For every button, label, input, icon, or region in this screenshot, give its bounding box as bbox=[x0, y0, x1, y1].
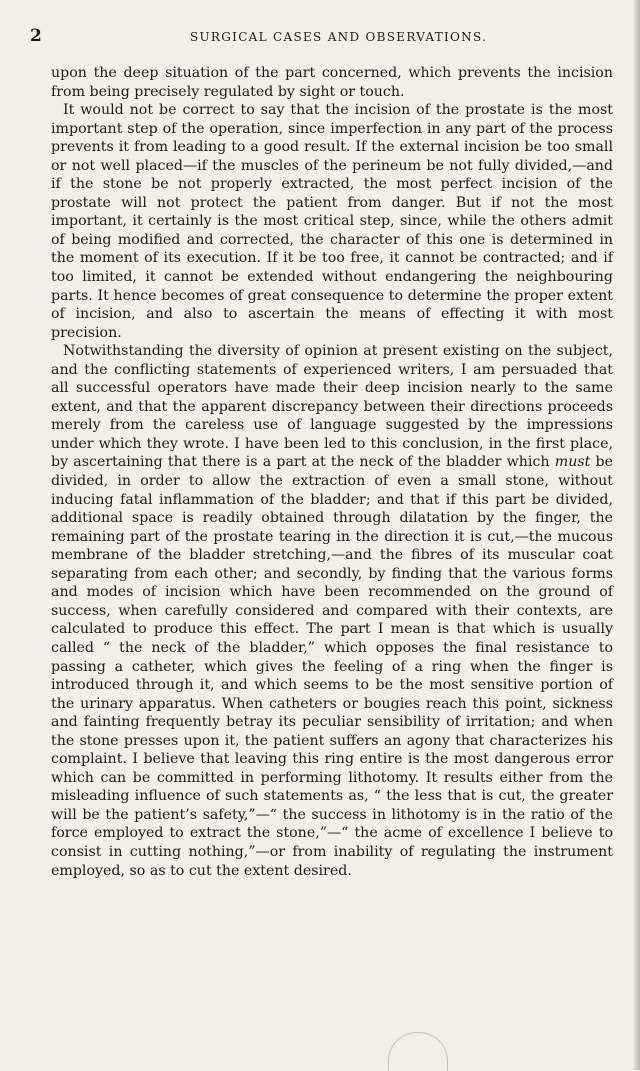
emphasis-text: must bbox=[554, 454, 591, 471]
running-head: SURGICAL CASES AND OBSERVATIONS. bbox=[190, 30, 488, 44]
paragraph-text: be divided, in order to allow the extraction of even a small stone, without inducing fatal inflammation of the bladder; and that if this part be divided, additional space is readily obtained through dilatation by the finger, the remaining part of the prostate tearing in the direction it is cut,—the mucous membrane of the bladder stretching,—and the fibres of its muscular coat separating from each other; and secondly, by finding that the various forms and modes of incision which have been recommended on the ground of success, when carefully considered and compared with their contexts, are calculated to produce this effect. The part I mean is that which is usually called “ the neck of the bladder,” which opposes the final resistance to passing a catheter, which gives the feeling of a ring when the finger is introduced through it, and which seems to be the most sensitive portion of the urinary apparatus. When catheters or bougies reach this point, sickness and fainting frequently betray its peculiar sensibility of irritation; and when the stone presses upon it, the patient suffers an agony that characterizes his complaint. I believe that leaving this ring entire is the most dangerous error which can be committed in performing lithotomy. It results either from the misleading influence of such statements as, “ the less that is cut, the greater will be the patient’s safety,”—“ the success in lithotomy is in the ratio of the force employed to extract the stone,”—“ the acme of excellence I believe to consist in cutting nothing,”—or from inability of regulating the instrument employed, so as to cut the extent desired. bbox=[51, 454, 613, 879]
page-number: 2 bbox=[30, 26, 42, 46]
paragraph-text: Notwithstanding the diversity of opinion at present existing on the subject, and the conflicting statements of experienced writers, I am persuaded that all successful operators have made their deep incision nearly to the same extent, and that the apparent discrepancy between their directions proceeds merely from the careless use of language suggested by the impressions under which they wrote. I have been led to this conclusion, in the first place, by ascertaining that there is a part at the neck of the bladder which bbox=[51, 343, 613, 471]
paragraph-text: It would not be correct to say that the incision of the prostate is the most important step of the operation, since imperfection in any part of the process prevents it from leading to a good result. If the external incision be too small or not well placed—if the muscles of the perineum be not fully divided,—and if the stone be not properly extracted, the most perfect incision of the prostate will not protect the patient from danger. But if not the most important, it certainly is the most critical step, since, while the others admit of being modified and corrected, the character of this one is determined in the moment of its execution. If it be too free, it cannot be contracted; and if too limited, it cannot be extended without endangering the neighbouring parts. It hence becomes of great consequence to determine the proper extent of incision, and also to ascertain the means of effecting it with most precision. bbox=[51, 102, 613, 341]
paragraph bbox=[51, 64, 613, 101]
paragraph bbox=[51, 342, 613, 880]
page-edge-shadow bbox=[634, 0, 640, 1070]
paragraph-text: upon the deep situation of the part concerned, which prevents the incision from being precisely regulated by sight or touch. bbox=[51, 65, 613, 100]
page-header bbox=[30, 26, 618, 46]
body-text bbox=[51, 64, 613, 1054]
paragraph bbox=[51, 101, 613, 342]
